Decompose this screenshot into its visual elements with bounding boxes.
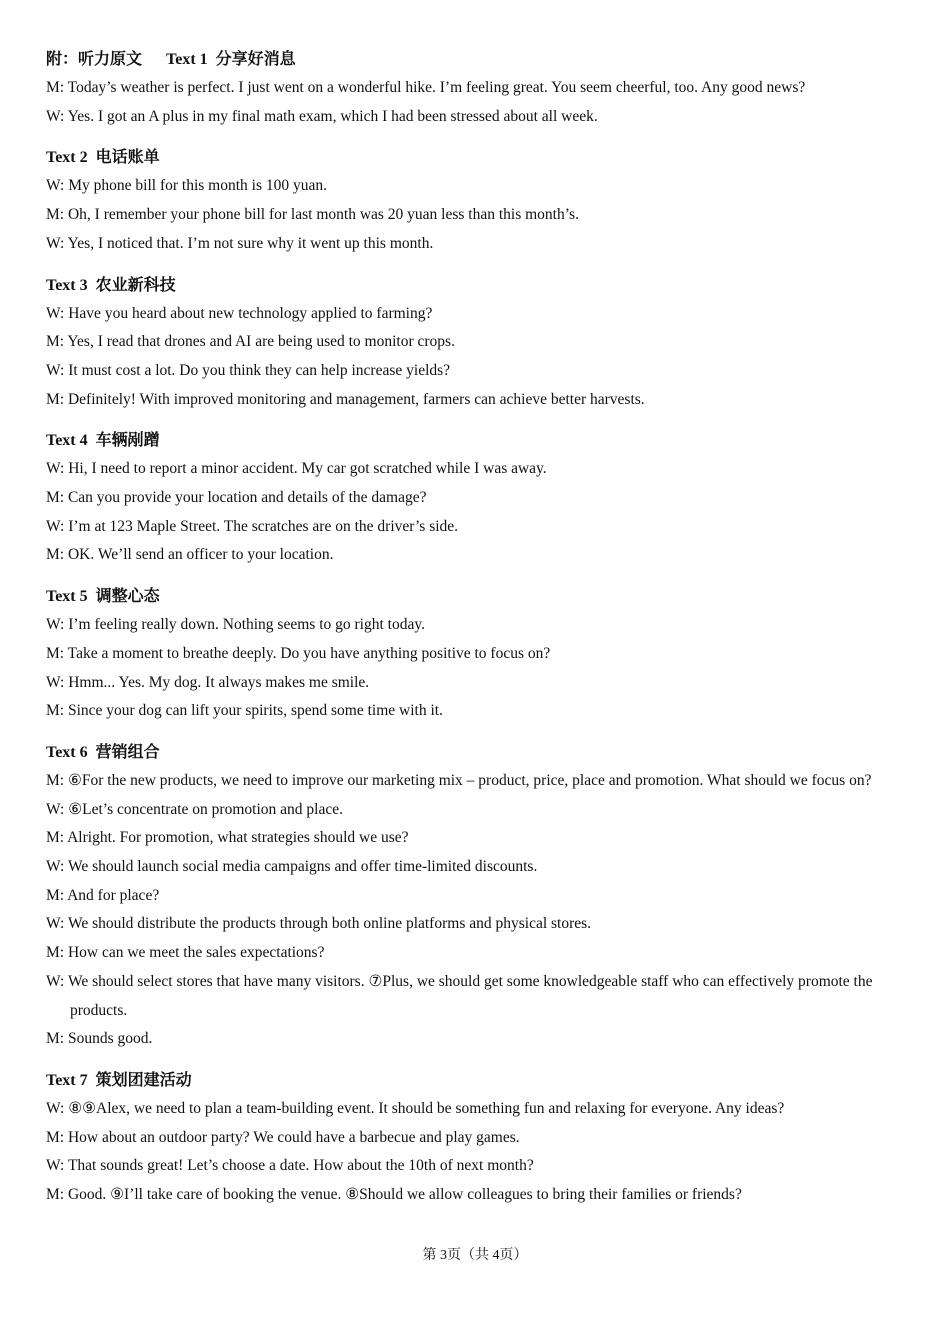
dialogue-line: W: Hmm... Yes. My dog. It always makes me smile. [46,673,370,691]
text-3-heading [46,271,906,300]
text-1-section [46,45,906,131]
text-4-heading [46,426,906,455]
text-7-title: 策划团建活动 [95,1071,192,1089]
dialogue-line: M: Sounds good. [46,1030,153,1048]
text-5-title: 调整心态 [95,588,160,606]
text-5-section [46,582,906,726]
text-2-title: 电话账单 [95,149,160,167]
text-4-title: 车辆剐蹭 [95,432,160,450]
text-3-label: Text 3 [46,276,88,294]
dialogue-line: W: My phone bill for this month is 100 yuan. [46,177,327,195]
dialogue-line: M: And for place? [46,886,160,904]
dialogue-line: M: Take a moment to breathe deeply. Do you have anything positive to focus on? [46,644,551,662]
dialogue-line: W: Hi, I need to report a minor accident. My car got scratched while I was away. [46,460,547,478]
text-7-heading [46,1066,906,1095]
text-2-section [46,143,906,258]
dialogue-line: M: OK. We’ll send an officer to your location. [46,546,334,564]
text-3-section [46,271,906,415]
text-4-section [46,426,906,570]
text-7-label: Text 7 [46,1071,88,1089]
appendix-heading [46,45,906,74]
text-6-heading [46,738,906,767]
text-4-label: Text 4 [46,432,88,450]
text-7-section [46,1066,906,1210]
dialogue-line: M: Good. ⑨I’ll take care of booking the venue. ⑧Should we allow colleagues to bring their families or friends? [46,1186,742,1204]
dialogue-line: W: I’m feeling really down. Nothing seems to go right today. [46,616,425,634]
dialogue-line: W: We should select stores that have many visitors. ⑦Plus, we should get some knowledgeable staff who can effectively promote the products. [46,972,873,1019]
text-1-label: Text 1 [166,51,208,68]
dialogue-line: M: Yes, I read that drones and AI are being used to monitor crops. [46,333,455,351]
dialogue-line: M: ⑥For the new products, we need to improve our marketing mix – product, price, place and promotion. What should we focus on? [46,771,872,789]
text-5-label: Text 5 [46,588,88,606]
dialogue-line: M: Can you provide your location and details of the damage? [46,489,427,507]
dialogue-line: W: ⑥Let’s concentrate on promotion and place. [46,800,343,818]
text-2-label: Text 2 [46,149,88,167]
page-number-footer: 第 3页（共 4页） [422,1248,528,1263]
text-2-heading [46,143,906,172]
dialogue-line: W: We should launch social media campaigns and offer time-limited discounts. [46,858,538,876]
dialogue-line: W: I’m at 123 Maple Street. The scratches are on the driver’s side. [46,517,459,535]
dialogue-line: W: Have you heard about new technology applied to farming? [46,304,433,322]
text-6-section [46,738,906,1054]
appendix-label: 附：听力原文 [46,51,143,68]
text-1-title: 分享好消息 [215,51,296,68]
dialogue-line: M: How can we meet the sales expectations? [46,944,325,962]
dialogue-line: W: Yes. I got an A plus in my final math exam, which I had been stressed about all week. [46,107,598,125]
dialogue-line: M: Oh, I remember your phone bill for last month was 20 yuan less than this month’s. [46,206,579,224]
text-3-title: 农业新科技 [95,276,176,294]
dialogue-line: M: Definitely! With improved monitoring and management, farmers can achieve better harvests. [46,390,645,408]
dialogue-line: M: Since your dog can lift your spirits, spend some time with it. [46,702,443,720]
text-5-heading [46,582,906,611]
text-6-label: Text 6 [46,743,88,761]
dialogue-line: W: We should distribute the products through both online platforms and physical stores. [46,915,592,933]
dialogue-line: M: How about an outdoor party? We could have a barbecue and play games. [46,1128,520,1146]
dialogue-line: W: Yes, I noticed that. I’m not sure why it went up this month. [46,234,434,252]
listening-transcript [46,45,906,1210]
dialogue-line: W: ⑧⑨Alex, we need to plan a team-building event. It should be something fun and relaxing for everyone. Any ideas? [46,1099,785,1117]
dialogue-line: M: Alright. For promotion, what strategies should we use? [46,829,409,847]
text-6-title: 营销组合 [95,743,160,761]
dialogue-line: W: That sounds great! Let’s choose a date. How about the 10th of next month? [46,1157,534,1175]
dialogue-line: M: Today’s weather is perfect. I just went on a wonderful hike. I’m feeling great. You seem cheerful, too. Any good news? [46,79,806,96]
dialogue-line: W: It must cost a lot. Do you think they can help increase yields? [46,361,451,379]
